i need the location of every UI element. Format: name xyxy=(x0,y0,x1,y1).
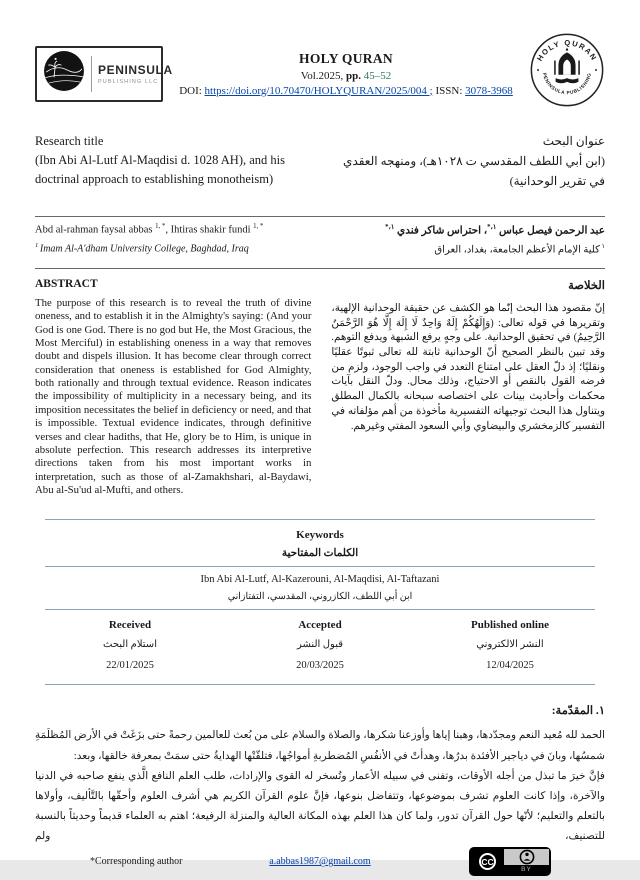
abstract-text-en: The purpose of this research is to reveal the truth of divine oneness, and to establish it in the Almighty's saying: (And your God is one God. There is no god but He, the Most Gracious, the Most Merciful) in establishing oneness in a way that removes doubt and dispels illusion. It has become clear through correct consideration that oneness is established for God Almighty, both rationally and through textual evidence. Reason indicates the impossibility of multiplicity in a necessary being, and its imposition necessitates the belief in deficiency or need, and that is impossible. Textual evidence indicates, through definitive verses and clear hadiths, that He, glory be to Him, is unique in absolute perfection. This research addresses its interpretive directions taken from his most important works in interpretation, such as those of al-Zamakhshari, al-Baydawi, Abu al-Su'ud al-Mufti, and others. xyxy=(35,296,312,497)
keywords-section xyxy=(35,507,605,610)
dates-table xyxy=(35,619,605,671)
title-text-en: (Ibn Abi Al-Lutf Al-Maqdisi d. 1028 AH), and his doctrinal approach to establishing monotheism) xyxy=(35,152,285,186)
published-label-ar: النشر الالكتروني xyxy=(476,639,544,651)
accepted-label-en: Accepted xyxy=(298,619,342,632)
affiliation-arabic xyxy=(434,242,605,255)
keywords-list-en: Ibn Abi Al-Lutf, Al-Kazerouni, Al-Maqdisi, Al-Taftazani xyxy=(200,574,440,586)
attribution-person-icon xyxy=(504,849,549,865)
received-date: 22/01/2025 xyxy=(106,660,154,672)
cc-by-icon[interactable] xyxy=(469,847,551,876)
author-separator-ar: ، xyxy=(481,225,488,237)
cc-logo-section xyxy=(471,849,504,874)
journal-title: HOLY QURAN xyxy=(299,50,393,66)
received-label-en: Received xyxy=(108,619,152,632)
title-section xyxy=(35,132,605,206)
abstract-section xyxy=(35,278,605,498)
logo-divider xyxy=(91,56,92,92)
journal-header-block xyxy=(163,51,529,97)
affiliation-ar-sup: ١ xyxy=(599,242,605,250)
author-ar-1-sup: ١،* xyxy=(487,224,497,231)
keywords-top-rule xyxy=(45,519,595,520)
cc-attribution-section xyxy=(504,849,549,874)
pp-label: pp. xyxy=(346,69,362,82)
author-ar-2-sup: ١،* xyxy=(385,224,395,231)
doi-line xyxy=(163,85,529,97)
issn-link[interactable]: 3078-3968 xyxy=(465,84,513,97)
title-arabic xyxy=(337,132,605,206)
published-label-en: Published online xyxy=(471,619,549,632)
accepted-column xyxy=(225,619,415,671)
publisher-subtitle: PUBLISHING LLC xyxy=(98,78,159,85)
authors-english xyxy=(35,223,263,236)
keywords-heading-en: Keywords xyxy=(296,529,344,542)
holy-quran-mosque-seal-icon xyxy=(529,32,605,113)
cc-by-label: BY xyxy=(504,865,549,874)
keywords-list-ar: ابن أبي اللطف، الكازروني، المقدسي، التفتازاني xyxy=(227,592,413,603)
affiliation-en-sup: 1 xyxy=(35,241,40,249)
svg-text:PENINSULA PUBLISHING xyxy=(541,72,593,96)
license-cell xyxy=(415,847,605,876)
keywords-heading-ar: الكلمات المفتاحية xyxy=(281,548,359,560)
page-header xyxy=(35,34,605,113)
author-en-2-sup: 1, * xyxy=(253,223,264,230)
published-column xyxy=(415,619,605,671)
received-label-ar: استلام البحث xyxy=(103,639,157,651)
author-ar-2: احتراس شاكر فندي xyxy=(394,225,482,237)
author-en-2: Ihtiras shakir fundi xyxy=(170,224,254,236)
title-english xyxy=(35,132,303,206)
accepted-date: 20/03/2025 xyxy=(296,660,344,672)
page-range: 45–52 xyxy=(361,69,392,82)
seal-bottom-text: PENINSULA PUBLISHING xyxy=(540,72,594,97)
publisher-logo xyxy=(35,46,173,102)
dates-bottom-rule xyxy=(45,684,595,685)
author-separator: , xyxy=(165,224,171,236)
abstract-heading-en: ABSTRACT xyxy=(35,277,98,290)
abstract-arabic xyxy=(331,278,605,498)
seal-top-text: HOLY QURAN xyxy=(535,38,599,63)
accepted-label-ar: قبول النشر xyxy=(296,639,343,651)
introduction-paragraph-1: الحمد لله مُعيد النعم ومجدّدها، وهبنا إياها وأوزعنا شكرها، والصلاة والسلام على من بُعث للعالمين رحمةً حتى بزَغَتْ في الأرض المُظلَمَةِ شمسُها، وبانَ في دياجير الأفئدة بدرُها، وهدأتْ في الأنفُسِ المُضطربةِ أمواجُها، فتلقّتْها الهدايةُ حتى سمَتْ بمعرفة خالقها، وبعد: xyxy=(35,730,605,762)
publisher-name: PENINSULA xyxy=(98,62,173,77)
authors-top-rule xyxy=(35,216,605,217)
author-en-1: Abd al-rahman faysal abbas xyxy=(35,224,156,236)
author-ar-1: عبد الرحمن فيصل عباس xyxy=(496,225,605,237)
affiliation-ar-text: كلية الإمام الأعظم الجامعة، بغداد، العراق xyxy=(434,243,600,255)
abstract-text-ar: إنّ مقصود هذا البحث إنّما هو الكشف عن حقيقة الوحدانية الإلهية، وتقريرها في قوله تعالى: (وَإِلَهُكُمْ إِلَهٌ وَاحِدٌ لَا إِلَهَ إِلَّا هُوَ الرَّحْمَنُ الرَّحِيمُ) في تحقيق الوحدانية. على وجهٍ يرفع الشبهة ويدفع التوهم. وقد تبين بالنظر الصحيح أنّ الوحدانية ثابتة لله تعالى ثبوتًا عقليًا ونقليًا؛ إذ دلّ العقل على امتناع التعدد في واجب الوجود، ولزم من فرضه القول بالنقص أو الاحتياج، وذلك محال. ودلّ النقل بآيات محكمات وأحاديث بينات على اختصاصه سبحانه بالكمال المطلق ويتناول هذا البحث توجيهاته التفسيرية مأخوذة من أهم مؤلفاته في التفسير كالزمخشري والبيضاوي وأبي السعود المفتي وغيرهم. xyxy=(331,302,605,432)
authors-arabic xyxy=(385,223,605,237)
doi-link[interactable]: https://doi.org/10.70470/HOLYQURAN/2025/004 ; xyxy=(204,84,433,97)
corresponding-author-note: *Corresponding author xyxy=(90,856,183,868)
title-label-en: Research title xyxy=(35,134,104,148)
volume-text: Vol.2025, xyxy=(300,69,347,82)
email-cell xyxy=(225,856,415,867)
published-date: 12/04/2025 xyxy=(486,660,534,672)
page-footer xyxy=(35,847,605,880)
received-column xyxy=(35,619,225,671)
author-en-1-sup: 1, * xyxy=(155,223,166,230)
keywords-bottom-rule xyxy=(45,609,595,610)
abstract-english xyxy=(35,278,311,498)
affiliation-english xyxy=(35,242,249,255)
abstract-heading-ar: الخلاصة xyxy=(568,279,605,292)
authors-section xyxy=(35,223,605,237)
volume-line xyxy=(163,70,529,82)
issn-label: ISSN: xyxy=(432,84,466,97)
title-label-ar: عنوان البحث xyxy=(542,134,605,148)
keywords-mid-rule xyxy=(45,566,595,567)
corresponding-email-link[interactable]: a.abbas1987@gmail.com xyxy=(269,856,371,868)
peninsula-palm-circle-icon xyxy=(43,50,85,97)
introduction-heading: ١. المقدّمة: xyxy=(551,705,605,718)
doi-label: DOI: xyxy=(179,84,205,97)
introduction-paragraph-2: فإنَّ خيرَ ما تبذل من أجله الأوقات، وتفنى في سبيله الأعمار وتُسخر له القوى والإرادات، طلب العلم النافع الَّذي ينفع صاحبه في الدنيا والآخرة، وإذا كانت العلوم تشرف بموضوعها، وتتفاضل بنوعها، فإنَّ علوم القرآن الكريم هي أشرف العلوم وأحقّها بالتَّأليف، وأولاها بالتعلم والتعليم؛ لأنّها حول القرآن تدور، ولما كان هذا العلم بهذه المكانة العالية والمنزلة الرفيعة؛ اهتم به العلماء قديماً وحديثاً بالنسبة للتصنيف، ولم xyxy=(35,770,605,843)
affiliation-section xyxy=(35,242,605,255)
cc-circle-icon: CC xyxy=(479,853,496,870)
abstract-top-rule xyxy=(35,268,605,269)
affiliation-en-text: Imam Al-A'dham University College, Baghdad, Iraq xyxy=(39,242,249,254)
title-text-ar: (ابن أبي اللطف المقدسي ت ١٠٢٨هـ)، ومنهجه العقدي في تقرير الوحدانية) xyxy=(343,153,605,188)
publisher-name-block xyxy=(98,63,173,85)
